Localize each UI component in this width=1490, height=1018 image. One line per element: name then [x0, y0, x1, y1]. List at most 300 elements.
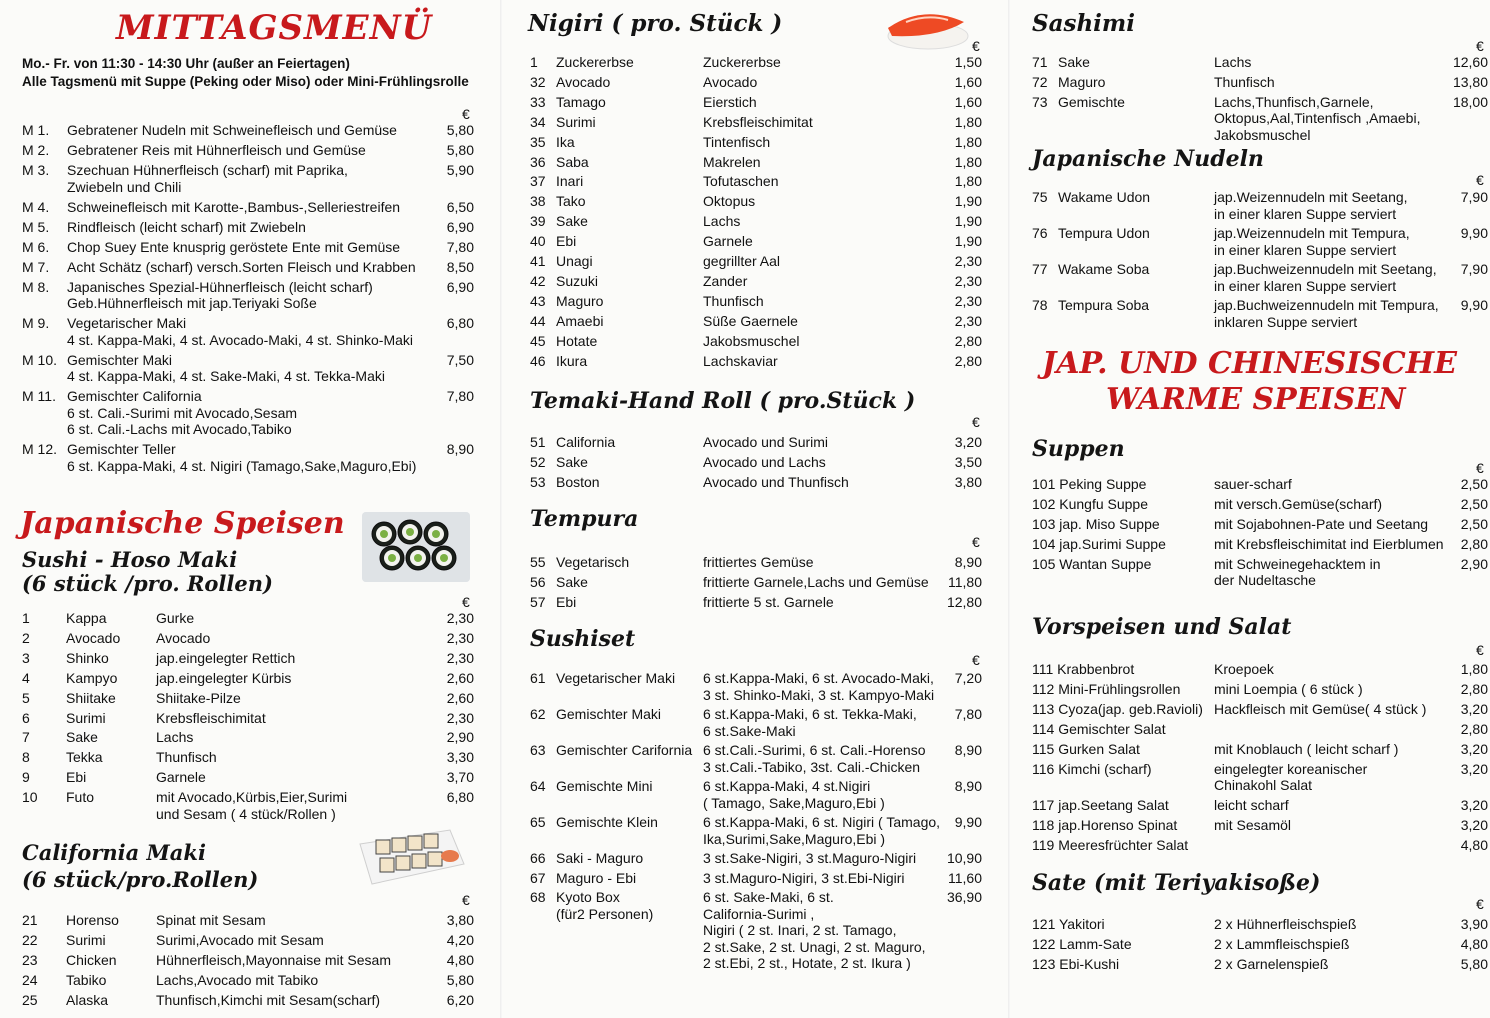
price: 1,90 [954, 193, 982, 210]
item-description: 6 st.Cali.-Surimi, 6 st. Cali.-Horenso [703, 742, 926, 758]
item-name: Gemischte Klein [556, 814, 658, 830]
item-number: 56 [530, 573, 546, 590]
item-description: mini Loempia ( 6 stück ) [1214, 680, 1363, 697]
item-name: Saba [556, 153, 589, 170]
menu-item [1012, 661, 1490, 678]
price: 1,80 [954, 133, 982, 150]
item-name: Gemischte Mini [556, 778, 653, 794]
menu-item [0, 670, 498, 687]
item-name: Sake [556, 573, 588, 590]
item-description: Krebsfleischimitat [156, 709, 266, 726]
price: 2,30 [954, 312, 982, 329]
menu-item [1012, 297, 1490, 330]
price: 4,20 [446, 931, 474, 948]
menu-item [0, 789, 498, 822]
item-number: 42 [530, 272, 546, 289]
price: 5,80 [446, 971, 474, 988]
item-description-cont: 2 st.Sake, 2 st. Unagi, 2 st. Maguro, [703, 938, 926, 955]
item-description: Krebsfleischimitat [703, 113, 813, 130]
item-description: Tintenfisch [703, 133, 771, 150]
menu-item [506, 554, 1004, 571]
item-name-cont: Geb.Hühnerfleisch mit jap.Teriyaki Soße [67, 295, 317, 311]
price: 2,90 [446, 729, 474, 746]
nigiri-icon [878, 2, 972, 52]
item-code: M 7. [22, 258, 50, 275]
item-description-cont: 3 st.Cali.-Tabiko, 3st. Cali.-Chicken [703, 758, 921, 775]
price: 9,90 [1460, 225, 1488, 241]
item-description: mit Knoblauch ( leicht scharf ) [1214, 740, 1399, 757]
menu-item [0, 650, 498, 667]
maki-rolls-icon [362, 512, 470, 582]
price: 7,80 [446, 238, 474, 255]
currency-label: € [972, 652, 980, 668]
menu-item [0, 710, 498, 727]
item-description-cont: 3 st. Shinko-Maki, 3 st. Kampyo-Maki [703, 686, 935, 703]
price: 5,90 [446, 162, 474, 178]
menu-item [1012, 817, 1490, 834]
currency-label: € [1476, 896, 1484, 912]
item-number: 75 [1032, 189, 1048, 205]
menu-panel-middle [506, 0, 1004, 1018]
menu-item [1012, 797, 1490, 814]
price: 8,90 [446, 441, 474, 457]
item-description: Lachs [703, 213, 741, 230]
item-description: 2 x Garnelenspieß [1214, 955, 1329, 972]
fold-line [500, 0, 502, 1018]
menu-item [506, 870, 1004, 887]
item-description: leicht scharf [1214, 796, 1289, 813]
item-description: Thunfisch [156, 749, 217, 766]
item-description: Makrelen [703, 153, 761, 170]
item-name: 111 Krabbenbrot [1032, 661, 1135, 677]
price: 1,60 [954, 93, 982, 110]
menu-item [1012, 741, 1490, 758]
item-name: Acht Schätz (scharf) versch.Sorten Fleisch und Krabben [67, 258, 416, 275]
price: 2,60 [446, 689, 474, 706]
item-name: Kappa [66, 610, 107, 626]
price: 3,20 [954, 434, 982, 450]
menu-item [506, 233, 1004, 250]
item-number: 25 [22, 991, 38, 1008]
item-name: Sake [556, 213, 588, 230]
menu-item [0, 769, 498, 786]
item-description: jap.eingelegter Kürbis [156, 669, 292, 686]
item-name: 119 Meeresfrüchter Salat [1032, 836, 1189, 853]
item-description: jap.Weizennudeln mit Tempura, [1214, 225, 1410, 241]
price: 9,90 [954, 814, 982, 830]
price: 7,80 [954, 706, 982, 722]
item-number: 39 [530, 213, 546, 230]
menu-item [1012, 261, 1490, 294]
item-name: Shinko [66, 649, 109, 666]
item-name: Maguro - Ebi [556, 869, 637, 886]
item-name: Unagi [556, 253, 593, 269]
menu-item [506, 814, 1004, 847]
item-description: sauer-scharf [1214, 476, 1292, 492]
item-name-cont: 4 st. Kappa-Maki, 4 st. Avocado-Maki, 4 st. Shinko-Maki [67, 331, 414, 348]
item-description-cont: Jakobsmuschel [1214, 126, 1311, 143]
item-description: Avocado und Lachs [703, 453, 826, 470]
price: 2,30 [446, 709, 474, 726]
item-number: 53 [530, 473, 546, 490]
price: 5,80 [1460, 955, 1488, 972]
california-rolls-icon [354, 826, 468, 888]
item-name: Inari [556, 173, 584, 190]
item-number: 76 [1032, 225, 1048, 241]
item-name: Ikura [556, 352, 588, 369]
menu-item [0, 122, 498, 139]
menu-item [506, 434, 1004, 451]
price: 6,50 [446, 198, 474, 215]
item-name: Alaska [66, 991, 109, 1008]
item-name: Shiitake [66, 689, 116, 706]
price: 8,90 [954, 778, 982, 794]
item-number: 35 [530, 133, 546, 150]
price: 2,30 [446, 629, 474, 646]
price: 6,80 [446, 789, 474, 806]
item-description-cont: Nigiri ( 2 st. Inari, 2 st. Tamago, [703, 922, 897, 938]
item-description: Lachskaviar [703, 352, 778, 369]
item-name: Szechuan Hühnerfleisch (scharf) mit Paprika, [67, 162, 348, 178]
price: 1,60 [954, 73, 982, 90]
item-name: Ika [556, 133, 575, 150]
menu-item [506, 154, 1004, 171]
price: 4,80 [446, 951, 474, 968]
item-number: 63 [530, 742, 546, 758]
fold-line [1008, 0, 1010, 1018]
mittagsmenu-hours: Mo.- Fr. von 11:30 - 14:30 Uhr (außer an Feiertagen) [22, 56, 350, 71]
item-description: jap.Buchweizennudeln mit Tempura, [1214, 297, 1439, 313]
item-number: 5 [22, 689, 30, 706]
item-name: Schweinefleisch mit Karotte-,Bambus-,Selleriestreifen [67, 198, 401, 215]
item-name: Futo [66, 789, 95, 806]
item-number: 77 [1032, 261, 1048, 277]
menu-item [506, 173, 1004, 190]
price: 13,80 [1452, 73, 1488, 90]
item-description: mit Avocado,Kürbis,Eier,Surimi [156, 789, 348, 806]
menu-item [0, 749, 498, 766]
price: 1,50 [954, 54, 982, 70]
menu-item [0, 279, 498, 312]
item-name-cont: 6 st. Kappa-Maki, 4 st. Nigiri (Tamago,Sake,Maguro,Ebi) [67, 457, 417, 474]
item-description: Spinat mit Sesam [156, 912, 266, 928]
item-name: 123 Ebi-Kushi [1032, 955, 1120, 972]
item-description: 3 st.Sake-Nigiri, 3 st.Maguro-Nigiri [703, 850, 917, 866]
item-number: 4 [22, 669, 30, 686]
menu-item [506, 253, 1004, 270]
item-description: 6 st.Kappa-Maki, 6 st. Nigiri ( Tamago, [703, 814, 941, 830]
vorspeisen-title: Vorspeisen und Salat [1032, 614, 1292, 640]
item-description-cont: Chinakohl Salat [1214, 777, 1313, 793]
menu-item [0, 315, 498, 348]
item-description: frittierte 5 st. Garnele [703, 593, 834, 610]
currency-label: € [972, 414, 980, 430]
price: 3,50 [954, 453, 982, 470]
item-number: 1 [530, 54, 538, 70]
price: 3,20 [1460, 816, 1488, 833]
menu-item [506, 333, 1004, 350]
item-description: Garnele [703, 233, 753, 250]
item-description: Hühnerfleisch,Mayonnaise mit Sesam [156, 951, 391, 968]
item-number: 64 [530, 778, 546, 794]
price: 5,80 [446, 122, 474, 138]
item-description: Avocado [703, 73, 758, 90]
item-name: 103 jap. Miso Suppe [1032, 515, 1160, 532]
item-description: mit Sojabohnen-Pate und Seetang [1214, 515, 1429, 532]
item-number: 61 [530, 670, 546, 686]
price: 2,80 [954, 352, 982, 369]
item-description: Kroepoek [1214, 661, 1274, 677]
item-description: 6 st.Kappa-Maki, 6 st. Avocado-Maki, [703, 670, 934, 686]
currency-label: € [462, 892, 470, 908]
sashimi-title: Sashimi [1032, 10, 1135, 37]
menu-panel-right [1012, 0, 1490, 1018]
item-name: Surimi [556, 113, 596, 130]
menu-item [1012, 516, 1490, 533]
item-name: 104 jap.Surimi Suppe [1032, 535, 1166, 552]
menu-item [0, 992, 498, 1009]
item-description: Jakobsmuschel [703, 332, 800, 349]
menu-item [1012, 721, 1490, 738]
item-code: M 2. [22, 142, 50, 158]
item-name: Kyoto Box [556, 889, 620, 905]
item-name-cont: 6 st. Cali.-Lachs mit Avocado,Tabiko [67, 421, 292, 437]
menu-panel-left [0, 0, 498, 1018]
item-description: 6 st.Kappa-Maki, 4 st.Nigiri [703, 778, 871, 794]
item-description: 2 x Lammfleischspieß [1214, 935, 1350, 952]
currency-label: € [972, 534, 980, 550]
item-name: Horenso [66, 912, 119, 928]
item-description-cont: 6 st.Sake-Maki [703, 722, 796, 739]
item-name: Wakame Soba [1058, 261, 1150, 277]
menu-item [0, 912, 498, 929]
item-name: Avocado [556, 73, 611, 90]
item-code: M 10. [22, 351, 58, 368]
item-number: 51 [530, 434, 546, 450]
item-name: Tekka [66, 749, 103, 766]
item-name: Tako [556, 193, 586, 210]
item-description-cont: und Sesam ( 4 stück/Rollen ) [156, 805, 336, 822]
price: 3,20 [1460, 700, 1488, 717]
menu-item [1012, 476, 1490, 493]
item-name: 115 Gurken Salat [1032, 740, 1140, 757]
item-name: Gemischte [1058, 93, 1125, 110]
item-name: Boston [556, 473, 600, 490]
price: 2,50 [1460, 515, 1488, 532]
item-description: Thunfisch,Kimchi mit Sesam(scharf) [156, 991, 381, 1008]
item-number: 57 [530, 593, 546, 610]
price: 6,80 [446, 315, 474, 331]
california-maki-subtitle: (6 stück/pro.Rollen) [22, 867, 259, 892]
item-number: 33 [530, 93, 546, 110]
price: 2,30 [954, 253, 982, 269]
price: 2,80 [1460, 680, 1488, 697]
item-number: 67 [530, 869, 546, 886]
menu-item [506, 594, 1004, 611]
menu-item [1012, 916, 1490, 933]
menu-item [506, 742, 1004, 775]
item-description: 2 x Hühnerfleischspieß [1214, 916, 1357, 932]
menu-item [506, 778, 1004, 811]
item-number: 38 [530, 193, 546, 210]
item-name: Gebratener Nudeln mit Schweinefleisch und Gemüse [67, 122, 397, 138]
item-number: 78 [1032, 297, 1048, 313]
item-name: Wakame Udon [1058, 189, 1151, 205]
price: 1,80 [1460, 661, 1488, 677]
item-number: 22 [22, 931, 38, 948]
price: 8,90 [954, 554, 982, 570]
price: 2,30 [446, 610, 474, 626]
item-description: Avocado und Thunfisch [703, 473, 849, 490]
menu-item [1012, 536, 1490, 553]
item-code: M 6. [22, 238, 50, 255]
item-description-cont: der Nudeltasche [1214, 572, 1316, 589]
item-number: 68 [530, 889, 546, 905]
item-name: Vegetarisch [556, 554, 630, 570]
item-name: Hotate [556, 332, 598, 349]
menu-item [506, 114, 1004, 131]
menu-item [1012, 681, 1490, 698]
price: 18,00 [1452, 93, 1488, 110]
menu-item [506, 213, 1004, 230]
item-number: 36 [530, 153, 546, 170]
item-name-cont: Zwiebeln und Chili [67, 178, 182, 195]
menu-item [1012, 189, 1490, 222]
item-number: 55 [530, 554, 546, 570]
item-description: frittierte Garnele,Lachs und Gemüse [703, 573, 929, 590]
item-number: 6 [22, 709, 30, 726]
menu-item [0, 932, 498, 949]
california-maki-title: California Maki [22, 840, 206, 865]
item-code: M 4. [22, 198, 50, 215]
menu-item [1012, 956, 1490, 973]
item-number: 8 [22, 749, 30, 766]
item-name: Vegetarischer Maki [67, 315, 187, 331]
item-code: M 1. [22, 122, 50, 138]
menu-item [0, 352, 498, 385]
price: 2,80 [1460, 535, 1488, 552]
item-name: 112 Mini-Frühlingsrollen [1032, 680, 1181, 697]
item-name: Gemischter Teller [67, 441, 176, 457]
item-number: 24 [22, 971, 38, 988]
menu-item [506, 706, 1004, 739]
item-name: Ebi [556, 593, 577, 610]
item-name: 121 Yakitori [1032, 916, 1105, 932]
item-description: mit Krebsfleischimitat ind Eierblumen [1214, 535, 1444, 552]
menu-item [506, 889, 1004, 972]
item-description: mit Schweinegehacktem in [1214, 555, 1381, 572]
price: 8,50 [446, 258, 474, 275]
item-number: 1 [22, 610, 30, 626]
item-description: mit Sesamöl [1214, 816, 1292, 833]
menu-item [0, 162, 498, 195]
item-number: 3 [22, 649, 30, 666]
item-number: 32 [530, 73, 546, 90]
menu-item [0, 219, 498, 236]
item-name: Avocado [66, 629, 121, 646]
item-description: Gurke [156, 610, 195, 626]
item-name: Amaebi [556, 312, 604, 329]
item-name: California [556, 434, 616, 450]
item-description: 6 st.Kappa-Maki, 6 st. Tekka-Maki, [703, 706, 917, 722]
item-name: Ebi [556, 233, 577, 250]
currency-label: € [462, 594, 470, 610]
item-name: Maguro [556, 292, 604, 309]
item-description: 6 st. Sake-Maki, 6 st. [703, 889, 834, 905]
item-number: 37 [530, 173, 546, 190]
item-description: jap.eingelegter Rettich [156, 649, 296, 666]
mittagsmenu-note: Alle Tagsmenü mit Suppe (Peking oder Miso) oder Mini-Frühlingsrolle [22, 74, 469, 89]
item-number: 46 [530, 352, 546, 369]
item-name: 116 Kimchi (scharf) [1032, 760, 1152, 777]
menu-item [1012, 54, 1490, 71]
item-name: Sake [556, 453, 588, 470]
item-description-cont: 2 st.Ebi, 2 st., Hotate, 2 st. Ikura ) [703, 955, 911, 971]
currency-label: € [1476, 460, 1484, 476]
price: 2,50 [1460, 495, 1488, 512]
price: 3,90 [1460, 916, 1488, 932]
item-description-cont: in einer klaren Suppe serviert [1214, 205, 1397, 222]
item-name: 105 Wantan Suppe [1032, 555, 1152, 572]
item-description: Garnele [156, 769, 206, 786]
menu-item [506, 574, 1004, 591]
item-description: Thunfisch [703, 292, 764, 309]
item-description: jap.Weizennudeln mit Seetang, [1214, 189, 1408, 205]
nigiri-title: Nigiri ( pro. Stück ) [528, 10, 783, 37]
menu-item [506, 134, 1004, 151]
item-name: Surimi [66, 931, 106, 948]
price: 2,80 [1460, 720, 1488, 737]
menu-item [1012, 837, 1490, 854]
price: 8,90 [954, 742, 982, 758]
item-number: 7 [22, 729, 30, 746]
item-name-cont: 4 st. Kappa-Maki, 4 st. Sake-Maki, 4 st. Tekka-Maki [67, 368, 385, 384]
price: 1,80 [954, 173, 982, 190]
sushiset-title: Sushiset [530, 626, 636, 652]
price: 7,90 [1460, 261, 1488, 277]
item-description: Shiitake-Pilze [156, 689, 241, 706]
menu-item [0, 972, 498, 989]
item-name: Gemischter Maki [556, 706, 662, 722]
menu-item [1012, 556, 1490, 589]
hoso-maki-title: Sushi - Hoso Maki [22, 547, 238, 572]
item-description: Tofutaschen [703, 173, 779, 190]
item-name: Saki - Maguro [556, 850, 644, 866]
menu-item [0, 690, 498, 707]
price: 7,50 [446, 351, 474, 368]
item-description: Lachs [156, 729, 194, 746]
price: 3,20 [1460, 760, 1488, 777]
item-name: Gemischter Maki [67, 351, 173, 368]
price: 4,80 [1460, 935, 1488, 952]
currency-label: € [1476, 172, 1484, 188]
item-code: M 3. [22, 162, 50, 178]
menu-item [1012, 496, 1490, 513]
item-number: 41 [530, 253, 546, 269]
currency-label: € [462, 106, 470, 122]
item-code: M 12. [22, 441, 58, 457]
price: 11,80 [948, 573, 982, 590]
item-name: Tempura Udon [1058, 225, 1150, 241]
item-number: 62 [530, 706, 546, 722]
item-description-cont: California-Surimi , [703, 905, 815, 922]
menu-item [0, 239, 498, 256]
item-number: 34 [530, 113, 546, 130]
price: 2,90 [1460, 555, 1488, 572]
menu-item [1012, 936, 1490, 953]
menu-item [506, 54, 1004, 71]
sate-title: Sate (mit Teriyakisoße) [1032, 870, 1321, 896]
